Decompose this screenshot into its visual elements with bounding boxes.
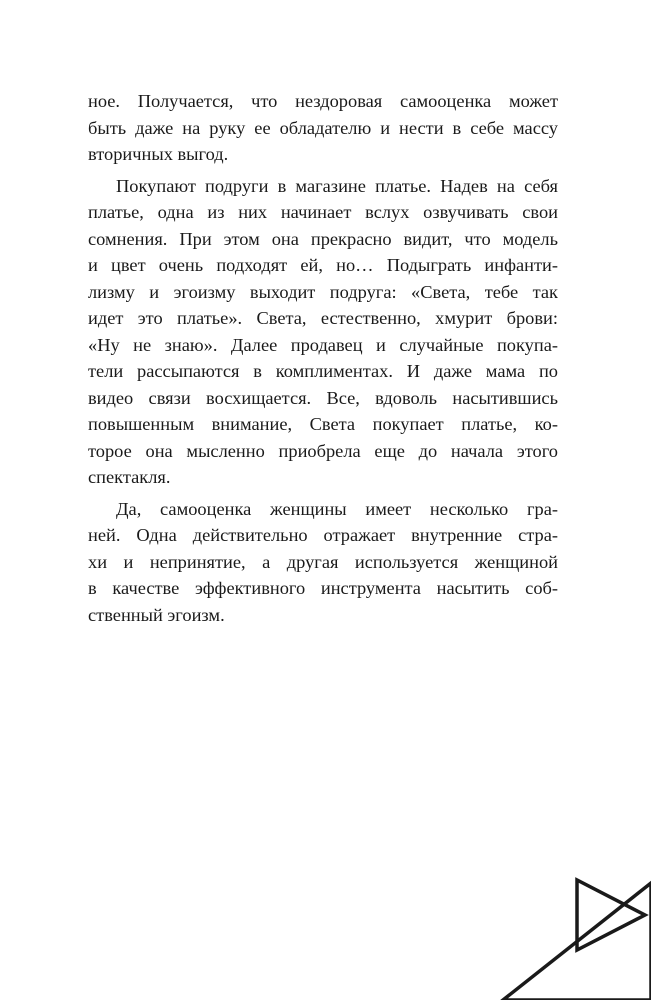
text-line: идет это платье». Света, естественно, хмурит брови: xyxy=(88,308,558,328)
text-line: Покупают подруги в магазине платье. Надев на себя xyxy=(116,175,558,196)
text-line: ственный эгоизм. xyxy=(88,604,225,625)
text-line: платье, одна из них начинает вслух озвучивать свои xyxy=(88,202,558,222)
text-line: сомнения. При этом она прекрасно видит, что модель xyxy=(88,228,558,249)
text-line: видео связи восхищается. Все, вдоволь насытившись xyxy=(88,387,558,408)
page-body-text xyxy=(88,88,558,633)
text-line: повышенным внимание, Света покупает платье, ко- xyxy=(88,414,558,434)
text-line: тели рассыпаются в комплиментах. И даже мама по xyxy=(88,361,558,381)
paragraph-3 xyxy=(88,496,558,629)
text-line: быть даже на руку ее обладателю и нести в себе массу xyxy=(88,117,558,138)
text-line: «Ну не знаю». Далее продавец и случайные покупа- xyxy=(88,334,558,355)
text-line: и цвет очень подходят ей, но… Подыграть инфанти- xyxy=(88,255,558,275)
text-line: в качестве эффективного инструмента насытить соб- xyxy=(88,578,558,598)
text-line: Да, самооценка женщины имеет несколько гра- xyxy=(116,498,558,519)
triangle-outline-ornament-icon xyxy=(495,875,651,1000)
text-line: лизму и эгоизму выходит подруга: «Света, тебе так xyxy=(88,281,558,302)
text-line: торое она мысленно приобрела еще до начала этого xyxy=(88,440,558,461)
text-line: спектакля. xyxy=(88,467,171,487)
text-line: ней. Одна действительно отражает внутренние стра- xyxy=(88,525,558,545)
text-line: хи и непринятие, а другая используется женщиной xyxy=(88,551,558,572)
paragraph-1 xyxy=(88,88,558,168)
text-line: вторичных выгод. xyxy=(88,144,229,164)
paragraph-2 xyxy=(88,173,558,491)
text-line: ное. Получается, что нездоровая самооценка может xyxy=(88,91,558,111)
